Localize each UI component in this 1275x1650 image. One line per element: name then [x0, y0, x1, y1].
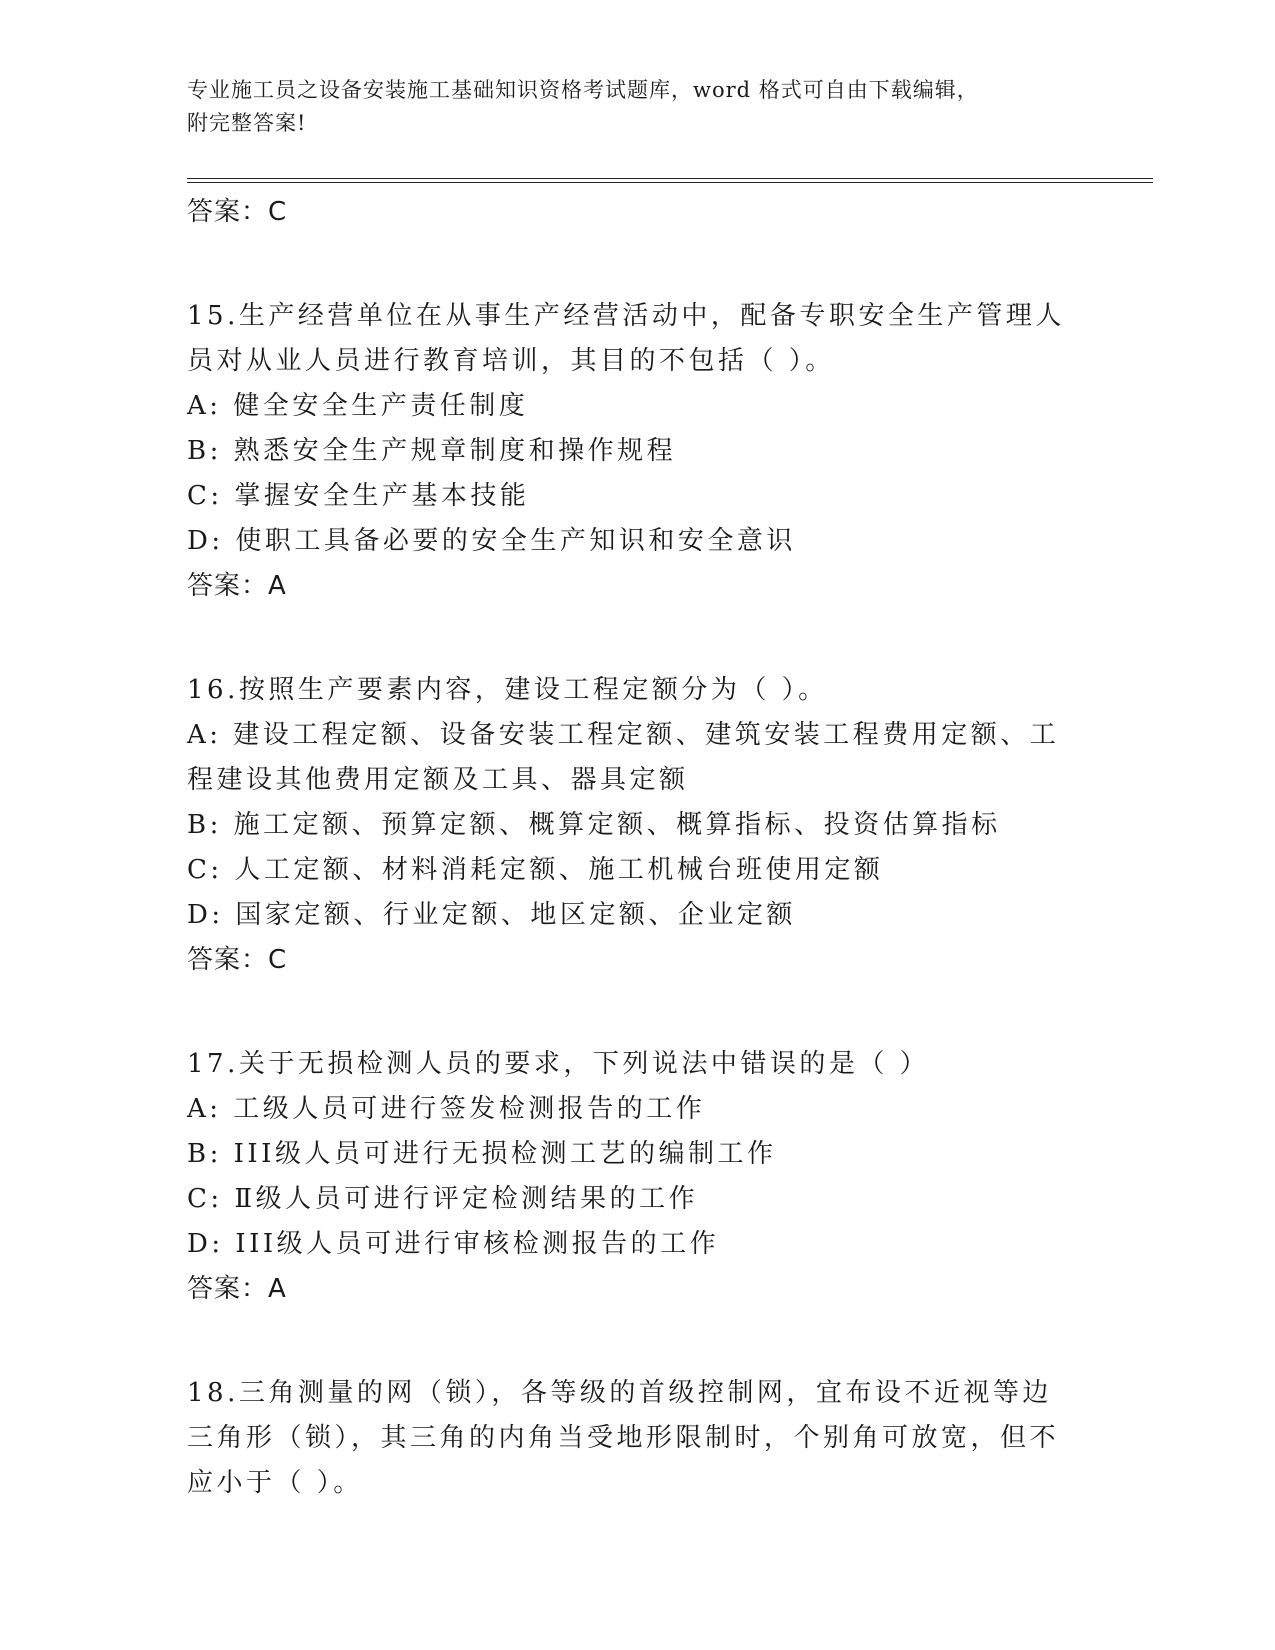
option-a: A: 工级人员可进行签发检测报告的工作 [187, 1094, 706, 1124]
option-b: B: III级人员可进行无损检测工艺的编制工作 [187, 1139, 777, 1169]
question-stem: 16.按照生产要素内容，建设工程定额分为（ ）。 [187, 675, 828, 705]
answer-q14: 答案：C [187, 197, 288, 227]
option-d: D: 使职工具备必要的安全生产知识和安全意识 [187, 526, 796, 556]
document-body [187, 190, 1077, 1506]
option-c: C: 掌握安全生产基本技能 [187, 481, 530, 511]
document-header [187, 74, 1087, 140]
question-18 [187, 1371, 1077, 1506]
question-stem: 18.三角测量的网（锁），各等级的首级控制网，宜布设不近视等边三角形（锁），其三角的内角当受地形限制时，个别角可放宽，但不应小于（ ）。 [187, 1378, 1060, 1498]
option-d: D: 国家定额、行业定额、地区定额、企业定额 [187, 900, 796, 930]
question-17 [187, 1042, 1077, 1311]
option-d: D: III级人员可进行审核检测报告的工作 [187, 1229, 720, 1259]
answer: 答案：A [187, 1274, 287, 1304]
header-line-1: 专业施工员之设备安装施工基础知识资格考试题库，word 格式可自由下载编辑， [187, 78, 979, 102]
answer: 答案：C [187, 945, 288, 975]
option-b: B: 熟悉安全生产规章制度和操作规程 [187, 436, 677, 466]
option-a: A: 建设工程定额、设备安装工程定额、建筑安装工程费用定额、工程建设其他费用定额及工具、器具定额 [187, 720, 1060, 795]
option-a: A: 健全安全生产责任制度 [187, 391, 529, 421]
question-16 [187, 668, 1077, 982]
option-c: C: Ⅱ级人员可进行评定检测结果的工作 [187, 1184, 699, 1214]
header-line-2: 附完整答案! [187, 111, 307, 135]
question-stem: 15.生产经营单位在从事生产经营活动中，配备专职安全生产管理人员对从业人员进行教育培训，其目的不包括（ ）。 [187, 301, 1065, 376]
option-c: C: 人工定额、材料消耗定额、施工机械台班使用定额 [187, 855, 884, 885]
question-stem: 17.关于无损检测人员的要求，下列说法中错误的是（ ） [187, 1049, 930, 1079]
header-rule-top [187, 178, 1153, 179]
question-15 [187, 294, 1077, 608]
answer: 答案：A [187, 571, 287, 601]
header-rule-bottom [187, 182, 1153, 183]
option-b: B: 施工定额、预算定额、概算定额、概算指标、投资估算指标 [187, 810, 1001, 840]
